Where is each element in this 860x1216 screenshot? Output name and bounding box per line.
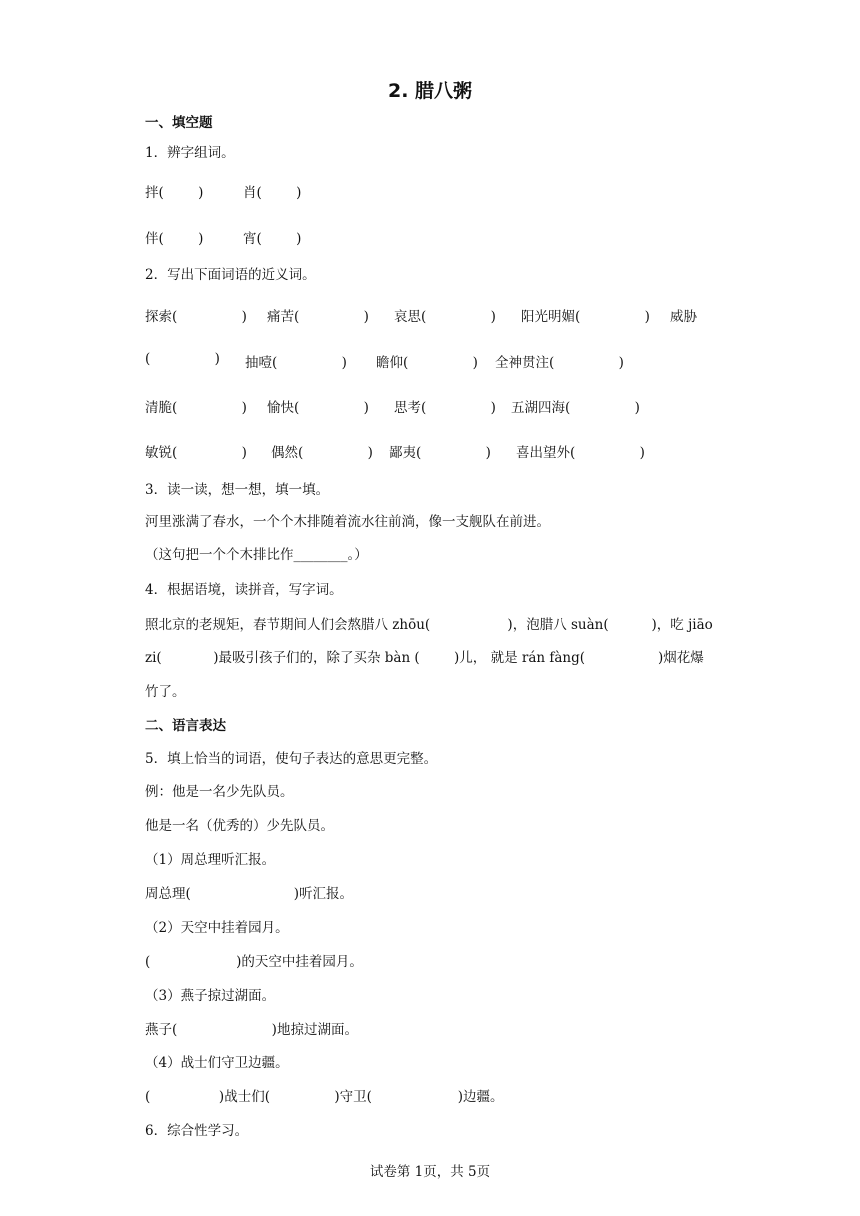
question-5-blank: 燕子( )地掠过湖面。 [145, 1022, 358, 1038]
q2-word: 思考( ) [394, 400, 496, 416]
q2-word: 瞻仰( ) [376, 355, 478, 371]
q1-item-ban: 拌( ) [145, 185, 204, 201]
question-5-blank: 周总理( )听汇报。 [145, 886, 354, 902]
question-5-stem: 5．填上恰当的词语，使句子表达的意思更完整。 [145, 751, 438, 767]
question-2-stem: 2．写出下面词语的近义词。 [145, 267, 316, 283]
q2-word: 愉快( ) [267, 400, 369, 416]
question-5-item: （3）燕子掠过湖面。 [145, 988, 276, 1004]
q2-word: 阳光明媚( ) [521, 309, 650, 325]
section-heading-fill-blank: 一、填空题 [145, 115, 213, 131]
question-5-item: （4）战士们守卫边疆。 [145, 1055, 289, 1071]
question-4-line: zi( )最吸引孩子们的，除了买杂 bàn ( )儿， 就是 rán fàng( )烟花爆 [145, 650, 704, 666]
q2-word: 威胁 [670, 309, 697, 325]
q2-word: 痛苦( ) [267, 309, 369, 325]
q2-word: 抽噎( ) [245, 355, 347, 371]
question-5-example-answer: 他是一名（优秀的）少先队员。 [145, 818, 334, 834]
question-4-line: 竹了。 [145, 684, 186, 700]
q1-item-ban2: 伴( ) [145, 231, 204, 247]
question-4-stem: 4．根据语境，读拼音，写字词。 [145, 582, 343, 598]
question-6-stem: 6．综合性学习。 [145, 1123, 249, 1139]
question-5-blank: ( )的天空中挂着园月。 [145, 954, 363, 970]
question-5-item: （2）天空中挂着园月。 [145, 920, 289, 936]
q2-word: 全神贯注( ) [495, 355, 624, 371]
q2-word: 清脆( ) [145, 400, 247, 416]
q2-word: 偶然( ) [271, 445, 373, 461]
question-1-stem: 1．辨字组词。 [145, 145, 235, 161]
q1-item-xiao2: 宵( ) [243, 231, 302, 247]
q2-word: 哀思( ) [394, 309, 496, 325]
question-3-stem: 3．读一读，想一想，填一填。 [145, 482, 330, 498]
question-5-item: （1）周总理听汇报。 [145, 852, 276, 868]
question-4-line: 照北京的老规矩，春节期间人们会熬腊八 zhōu( )，泡腊八 suàn( )，吃 jiāo [145, 617, 713, 633]
page-footer: 试卷第 1页，共 5页 [369, 1164, 491, 1180]
q2-word: 五湖四海( ) [511, 400, 640, 416]
q2-word: 喜出望外( ) [516, 445, 645, 461]
question-5-example: 例：他是一名少先队员。 [145, 784, 294, 800]
question-3-passage: 河里涨满了春水，一个个木排随着流水往前淌，像一支舰队在前进。 [145, 514, 550, 530]
document-title: 2. 腊八粥 [387, 80, 473, 102]
q2-word: 鄙夷( ) [389, 445, 491, 461]
q2-word: ( ) [145, 351, 220, 367]
question-3-blank-line: （这句把一个个木排比作________。） [145, 547, 368, 563]
q1-item-xiao: 肖( ) [243, 185, 302, 201]
section-heading-expression: 二、语言表达 [145, 718, 226, 734]
q2-word: 探索( ) [145, 309, 247, 325]
question-5-blank: ( )战士们( )守卫( )边疆。 [145, 1089, 504, 1105]
q2-word: 敏锐( ) [145, 445, 247, 461]
